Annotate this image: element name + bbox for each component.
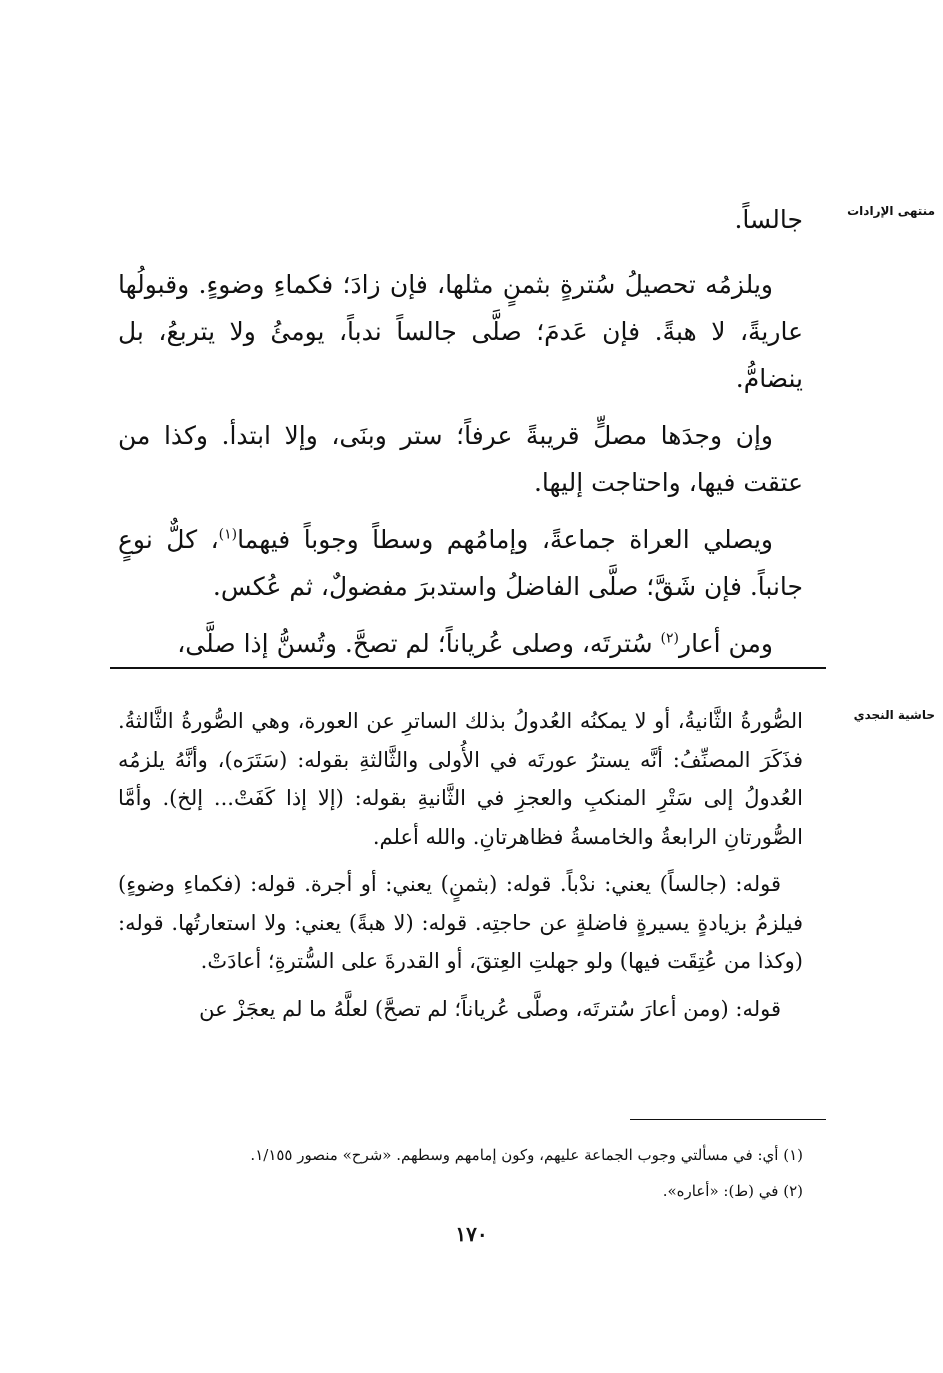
footnote-marker-2: (٢)	[660, 630, 679, 647]
running-header-main: منتهى الإرادات	[847, 204, 935, 218]
main-paragraph-3	[118, 516, 803, 610]
paragraph-4-start: ومن أعار	[679, 629, 773, 658]
commentary-paragraph-1: الصُّورةُ الثَّانيةُ، أو لا يمكنُه العُدولُ بذلك الساترِ عن العورة، وهي الصُّورةُ الثَّالثةُ. فذَكَرَ المصنِّفُ: أنَّه يسترُ عورتَه في الأُولى والثَّالثةِ بقوله: (سَتَرَه)، وأنَّهُ يلزمُه العُدولُ إلى سَتْرِ المنكبِ والعجزِ في الثَّانيةِ بقوله: (إلا إذا كَفَتْ... إلخ). وأمَّا الصُّورتانِ الرابعةُ والخامسةُ فظاهرتانِ. والله أعلم.	[118, 709, 803, 849]
main-paragraph-4	[118, 620, 803, 667]
paragraph-3-end: ، كلٌّ نوعٍ جانباً. فإن شَقَّ؛ صلَّى الفاضلُ واستدبرَ مفضولٌ، ثم عُكس.	[118, 525, 803, 601]
footnote-2: (٢) في (ط): «أعاره».	[662, 1182, 803, 1200]
commentary-text	[118, 702, 803, 1037]
paragraph-3-start: ويصلي العراة جماعةً، وإمامُهم وسطاً وجوباً فيهما	[237, 525, 773, 554]
main-opening-line: جالساً.	[734, 205, 803, 234]
running-header-commentary: حاشية النجدي	[853, 708, 935, 722]
commentary-paragraph-2: قوله: (جالساً) يعني: ندْباً. قوله: (بثمنٍ) يعني: أو أجرة. قوله: (فكماءِ وضوءٍ) فيلزمُ بزيادةٍ يسيرةٍ فاضلةٍ عن حاجتِه. قوله: (لا هبةً) يعني: ولا استعارتُها. قوله: (وكذا من عُتِقَت فيها) ولو جهلتِ العِتقَ، أو القدرةَ على السُّترةِ؛ أعادَتْ.	[118, 872, 803, 973]
page-number: ١٧٠	[455, 1222, 488, 1246]
footnote-marker-1: (١)	[218, 526, 238, 543]
paragraph-4-end: سُترتَه، وصلى عُرياناً؛ لم تصحَّ. وتُسنُّ إذا صلَّى،	[177, 629, 661, 658]
footnote-1: (١) أي: في مسألتي وجوب الجماعة عليهم، وكون إمامهم وسطهم. «شرح» منصور ١/١٥٥.	[250, 1146, 803, 1164]
main-paragraph-1: ويلزمُه تحصيلُ سُترةٍ بثمنٍ مثلها، فإن زادَ؛ فكماءِ وضوءٍ. وقبولُها عاريةً، لا هبةً. فإن عَدمَ؛ صلَّى جالساً ندباً، يومئُ ولا يتربعُ، بل ينضامُّ.	[118, 270, 803, 393]
main-text	[118, 196, 803, 677]
footnotes	[118, 1137, 803, 1209]
main-commentary-divider	[110, 667, 826, 669]
main-paragraph-2: وإن وجدَها مصلٍّ قريبةً عرفاً؛ ستر وبنَى، وإلا ابتدأ. وكذا من عتقت فيها، واحتاجت إليها.	[118, 421, 803, 497]
footnote-divider	[630, 1119, 826, 1120]
commentary-paragraph-3: قوله: (ومن أعارَ سُترتَه، وصلَّى عُرياناً؛ لم تصحَّ) لعلَّهُ ما لم يعجَزْ عن	[199, 996, 781, 1021]
